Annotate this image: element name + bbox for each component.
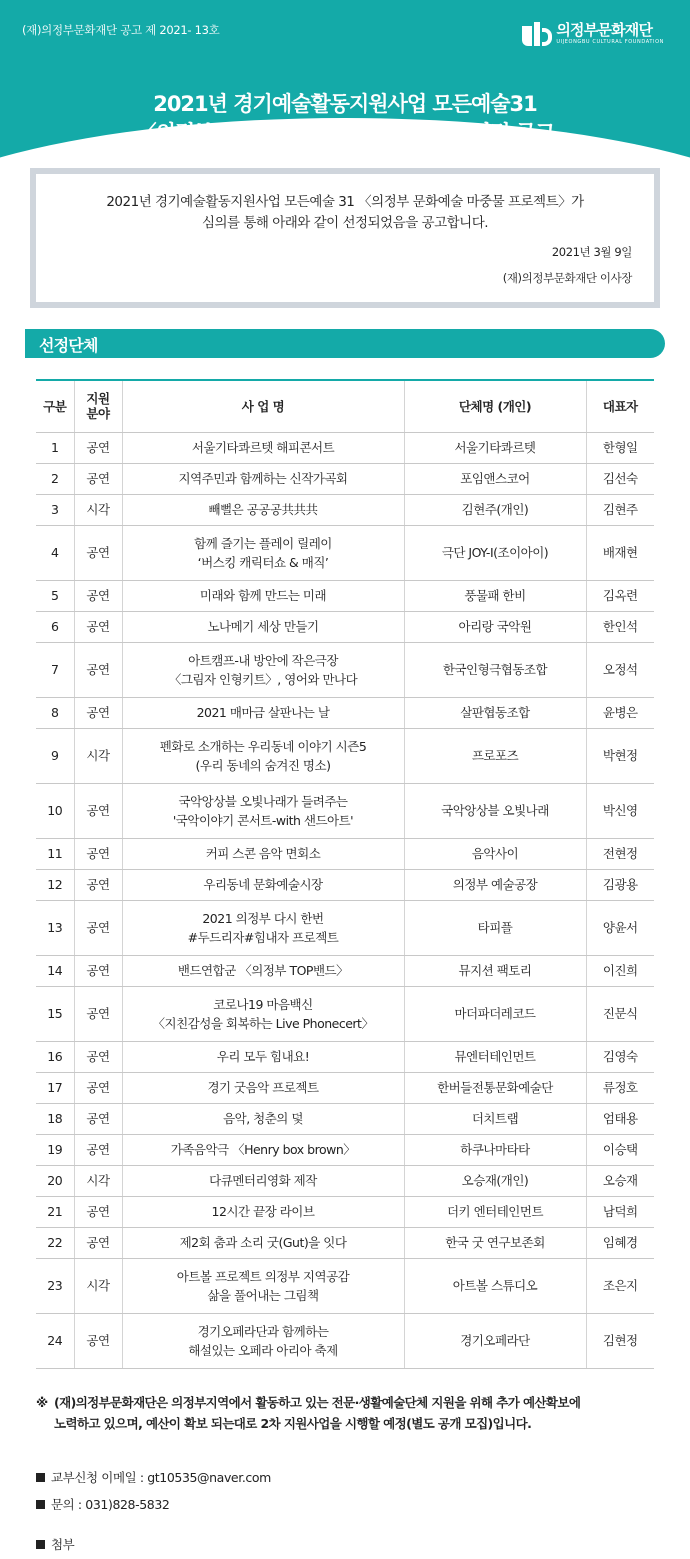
footnote-mark: ※ (36, 1395, 48, 1410)
row-project (122, 611, 404, 642)
row-project-line-1: 코로나19 마음백신 (213, 996, 313, 1012)
row-project (122, 432, 404, 463)
foundation-logo (522, 22, 664, 50)
row-group: 음악사이 (404, 838, 586, 869)
row-no: 24 (36, 1313, 74, 1368)
row-no: 21 (36, 1196, 74, 1227)
header-rep: 대표자 (586, 380, 654, 432)
row-project (122, 1196, 404, 1227)
row-field: 공연 (74, 1103, 122, 1134)
page-title (0, 90, 690, 148)
row-rep: 김영숙 (586, 1041, 654, 1072)
row-project-line-1: 우리동네 문화예술시장 (203, 877, 323, 892)
row-field: 공연 (74, 869, 122, 900)
table-row (36, 580, 654, 611)
row-group: 의정부 예술공장 (404, 869, 586, 900)
row-no: 23 (36, 1258, 74, 1313)
table-row (36, 986, 654, 1041)
intro-text (36, 192, 654, 234)
row-project-line-2: 〈그림자 인형키트〉, 영어와 만나다 (168, 671, 358, 687)
row-field: 공연 (74, 1134, 122, 1165)
row-project-line-1: 서울기타콰르텟 해피콘서트 (191, 440, 335, 455)
row-field: 공연 (74, 525, 122, 580)
intro-line-1: 2021년 경기예술활동지원사업 모든예술 31 〈의정부 문화예술 마중물 프로젝트〉가 (106, 194, 584, 210)
row-no: 12 (36, 869, 74, 900)
table-row (36, 728, 654, 783)
row-rep: 김옥련 (586, 580, 654, 611)
row-project-line-1: 12시간 끝장 라이브 (211, 1204, 315, 1219)
row-rep: 이진희 (586, 955, 654, 986)
table-row (36, 869, 654, 900)
row-project-line-1: 밴드연합군 〈의정부 TOP밴드〉 (177, 963, 349, 978)
table-row (36, 838, 654, 869)
table-row (36, 1103, 654, 1134)
section-title: 선정단체 (39, 336, 98, 355)
row-field: 공연 (74, 1313, 122, 1368)
row-group: 국악앙상블 오빛나래 (404, 783, 586, 838)
table-row (36, 1258, 654, 1313)
email-text: 교부신청 이메일 : gt10535@naver.com (51, 1470, 271, 1485)
row-field: 공연 (74, 838, 122, 869)
row-project-line-2: #두드리자#힘내자 프로젝트 (187, 929, 339, 945)
row-project (122, 838, 404, 869)
row-field: 공연 (74, 1227, 122, 1258)
square-bullet-icon (36, 1500, 45, 1509)
row-field: 공연 (74, 1196, 122, 1227)
row-field: 공연 (74, 783, 122, 838)
row-no: 8 (36, 697, 74, 728)
row-project (122, 1041, 404, 1072)
row-project-line-1: 경기오페라단과 함께하는 (197, 1323, 329, 1339)
row-project-line-1: 아트캠프-내 방안에 작은극장 (188, 652, 338, 668)
row-group: 프로포즈 (404, 728, 586, 783)
row-project-line-1: 지역주민과 함께하는 신작가곡회 (178, 471, 348, 486)
row-group: 더치트랩 (404, 1103, 586, 1134)
row-project (122, 1103, 404, 1134)
row-project (122, 1258, 404, 1313)
row-rep: 박신영 (586, 783, 654, 838)
table-row (36, 1165, 654, 1196)
table-header-row (36, 380, 654, 432)
row-rep: 이승택 (586, 1134, 654, 1165)
section-bar (25, 329, 665, 358)
row-field: 공연 (74, 900, 122, 955)
row-project-line-2: 〈지친감성을 회복하는 Live Phonecert〉 (152, 1015, 374, 1031)
row-project (122, 1227, 404, 1258)
row-group: 포임앤스코어 (404, 463, 586, 494)
row-project-line-1: 가족음악극 〈Henry box brown〉 (170, 1142, 356, 1157)
table-row (36, 697, 654, 728)
row-no: 7 (36, 642, 74, 697)
footnote-line-2: 노력하고 있으며, 예산이 확보 되는대로 2차 지원사업을 시행할 예정(별도 공개 모집)입니다. (54, 1416, 532, 1431)
row-rep: 양윤서 (586, 900, 654, 955)
table-body (36, 432, 654, 1368)
row-project-line-1: 함께 즐기는 플레이 릴레이 (194, 535, 332, 551)
row-project (122, 955, 404, 986)
row-no: 20 (36, 1165, 74, 1196)
row-rep: 류정호 (586, 1072, 654, 1103)
row-rep: 김현정 (586, 1313, 654, 1368)
row-field: 시각 (74, 1258, 122, 1313)
row-group: 한버들전통문화예술단 (404, 1072, 586, 1103)
row-project (122, 986, 404, 1041)
info-phone (36, 1495, 169, 1513)
phone-text: 문의 : 031)828-5832 (51, 1497, 170, 1512)
row-no: 13 (36, 900, 74, 955)
table-row (36, 611, 654, 642)
row-project-line-1: 2021 매마금 살판나는 날 (196, 705, 330, 720)
row-project (122, 728, 404, 783)
logo-name: 의정부문화재단 (556, 21, 653, 39)
notice-number: (재)의정부문화재단 공고 제 2021- 13호 (22, 23, 220, 37)
row-project-line-1: 노나메기 세상 만들기 (207, 619, 319, 634)
row-rep: 전현정 (586, 838, 654, 869)
row-rep: 김현주 (586, 494, 654, 525)
header-project: 사 업 명 (122, 380, 404, 432)
row-project (122, 697, 404, 728)
row-project-line-1: 미래와 함께 만드는 미래 (199, 588, 327, 603)
row-project-line-1: 경기 굿음악 프로젝트 (207, 1080, 319, 1095)
row-field: 시각 (74, 728, 122, 783)
row-group: 뮤지션 팩토리 (404, 955, 586, 986)
row-field: 공연 (74, 955, 122, 986)
row-group: 오승재(개인) (404, 1165, 586, 1196)
table-row (36, 525, 654, 580)
row-rep: 한형일 (586, 432, 654, 463)
row-rep: 한인석 (586, 611, 654, 642)
row-project-line-2: '국악이야기 콘서트-with 샌드아트' (172, 812, 354, 828)
row-group: 더키 엔터테인먼트 (404, 1196, 586, 1227)
row-rep: 엄태용 (586, 1103, 654, 1134)
row-field: 공연 (74, 463, 122, 494)
row-field: 시각 (74, 1165, 122, 1196)
row-project-line-1: 펜화로 소개하는 우리동네 이야기 시즌5 (159, 738, 367, 754)
row-no: 19 (36, 1134, 74, 1165)
row-no: 11 (36, 838, 74, 869)
title-line-2: 〈의정부 문화예술 마중물 프로젝트〉 선정 공고 (135, 121, 555, 145)
row-group: 살판협동조합 (404, 697, 586, 728)
row-group: 아트볼 스튜디오 (404, 1258, 586, 1313)
row-field: 공연 (74, 580, 122, 611)
row-group: 한국인형극협동조합 (404, 642, 586, 697)
table-row (36, 900, 654, 955)
info-email (36, 1468, 271, 1486)
row-project (122, 525, 404, 580)
header-no: 구분 (36, 380, 74, 432)
row-project-line-1: 다큐멘터리영화 제작 (209, 1173, 317, 1188)
attachment-text: 첨부 (51, 1537, 75, 1552)
footnote (36, 1392, 666, 1434)
row-project (122, 783, 404, 838)
row-group: 타피플 (404, 900, 586, 955)
row-project-line-1: 커피 스콘 음악 면회소 (205, 846, 321, 861)
table-row (36, 955, 654, 986)
row-group: 뮤엔터테인먼트 (404, 1041, 586, 1072)
row-no: 18 (36, 1103, 74, 1134)
row-no: 6 (36, 611, 74, 642)
footnote-line-1: (재)의정부문화재단은 의정부지역에서 활동하고 있는 전문·생활예술단체 지원을 위해 추가 예산확보에 (54, 1395, 581, 1410)
table-row (36, 494, 654, 525)
row-no: 3 (36, 494, 74, 525)
row-rep: 임혜경 (586, 1227, 654, 1258)
row-field: 공연 (74, 697, 122, 728)
row-project (122, 1165, 404, 1196)
row-project (122, 1313, 404, 1368)
row-project-line-1: 우리 모두 힘내요! (216, 1049, 310, 1064)
row-group: 하쿠나마타타 (404, 1134, 586, 1165)
row-project (122, 1134, 404, 1165)
row-rep: 김광용 (586, 869, 654, 900)
row-project (122, 869, 404, 900)
row-no: 16 (36, 1041, 74, 1072)
row-project-line-2: 삶을 풀어내는 그림책 (207, 1287, 319, 1303)
logo-subtitle: UIJEONGBU CULTURAL FOUNDATION (556, 39, 664, 45)
row-rep: 진문식 (586, 986, 654, 1041)
row-project (122, 642, 404, 697)
row-rep: 오승재 (586, 1165, 654, 1196)
row-field: 공연 (74, 611, 122, 642)
row-rep: 오정석 (586, 642, 654, 697)
row-field: 공연 (74, 1041, 122, 1072)
row-no: 5 (36, 580, 74, 611)
row-no: 2 (36, 463, 74, 494)
square-bullet-icon (36, 1473, 45, 1482)
row-rep: 남덕희 (586, 1196, 654, 1227)
row-field: 공연 (74, 986, 122, 1041)
logo-mark-icon (522, 22, 552, 48)
square-bullet-icon (36, 1540, 45, 1549)
row-no: 1 (36, 432, 74, 463)
table-row (36, 432, 654, 463)
row-rep: 배재현 (586, 525, 654, 580)
row-field: 시각 (74, 494, 122, 525)
selection-table (36, 379, 654, 1369)
table-row (36, 642, 654, 697)
row-group: 김현주(개인) (404, 494, 586, 525)
row-project-line-2: ‘버스킹 캐릭터쇼 & 매직’ (197, 554, 329, 570)
row-no: 14 (36, 955, 74, 986)
row-rep: 김선숙 (586, 463, 654, 494)
table-row (36, 1313, 654, 1368)
row-group: 풍물패 한비 (404, 580, 586, 611)
intro-box (30, 168, 660, 308)
row-project (122, 580, 404, 611)
row-group: 서울기타콰르텟 (404, 432, 586, 463)
info-attachment (36, 1535, 74, 1553)
row-project-line-1: 아트볼 프로젝트 의정부 지역공감 (176, 1268, 350, 1284)
row-no: 4 (36, 525, 74, 580)
row-project (122, 494, 404, 525)
table-row (36, 783, 654, 838)
row-project (122, 900, 404, 955)
row-project-line-1: 빼뻘은 공공공共共共 (208, 502, 318, 517)
row-project-line-2: (우리 동네의 숨겨진 명소) (195, 757, 331, 773)
row-project-line-1: 국악앙상블 오빛나래가 들려주는 (178, 793, 348, 809)
table-row (36, 1072, 654, 1103)
table-row (36, 1227, 654, 1258)
row-project-line-1: 제2회 춤과 소리 굿(Gut)을 잇다 (179, 1235, 347, 1250)
row-rep: 조은지 (586, 1258, 654, 1313)
header-group: 단체명 (개인) (404, 380, 586, 432)
row-project-line-1: 2021 의정부 다시 한번 (202, 910, 324, 926)
row-no: 10 (36, 783, 74, 838)
row-project-line-2: 해설있는 오페라 아리아 축제 (188, 1342, 338, 1358)
intro-issuer: (재)의정부문화재단 이사장 (502, 271, 632, 285)
header-field-line-2: 분야 (86, 406, 110, 422)
row-field: 공연 (74, 432, 122, 463)
row-project (122, 1072, 404, 1103)
table-row (36, 1134, 654, 1165)
row-group: 마더파더레코드 (404, 986, 586, 1041)
title-line-1: 2021년 경기예술활동지원사업 모든예술31 (153, 92, 537, 116)
intro-line-2: 심의를 통해 아래와 같이 선정되었음을 공고합니다. (201, 215, 489, 231)
row-group: 아리랑 국악원 (404, 611, 586, 642)
row-field: 공연 (74, 1072, 122, 1103)
row-group: 극단 JOY-I(조이아이) (404, 525, 586, 580)
row-no: 15 (36, 986, 74, 1041)
row-group: 경기오페라단 (404, 1313, 586, 1368)
row-project-line-1: 음악, 청춘의 덫 (223, 1111, 303, 1126)
table-row (36, 1196, 654, 1227)
row-no: 9 (36, 728, 74, 783)
intro-date: 2021년 3월 9일 (551, 245, 632, 259)
header-field-line-1: 지원 (86, 391, 110, 407)
row-field: 공연 (74, 642, 122, 697)
row-no: 17 (36, 1072, 74, 1103)
table-row (36, 463, 654, 494)
table-row (36, 1041, 654, 1072)
row-rep: 윤병은 (586, 697, 654, 728)
row-rep: 박현정 (586, 728, 654, 783)
row-group: 한국 굿 연구보존회 (404, 1227, 586, 1258)
row-no: 22 (36, 1227, 74, 1258)
row-project (122, 463, 404, 494)
header-field (74, 380, 122, 432)
